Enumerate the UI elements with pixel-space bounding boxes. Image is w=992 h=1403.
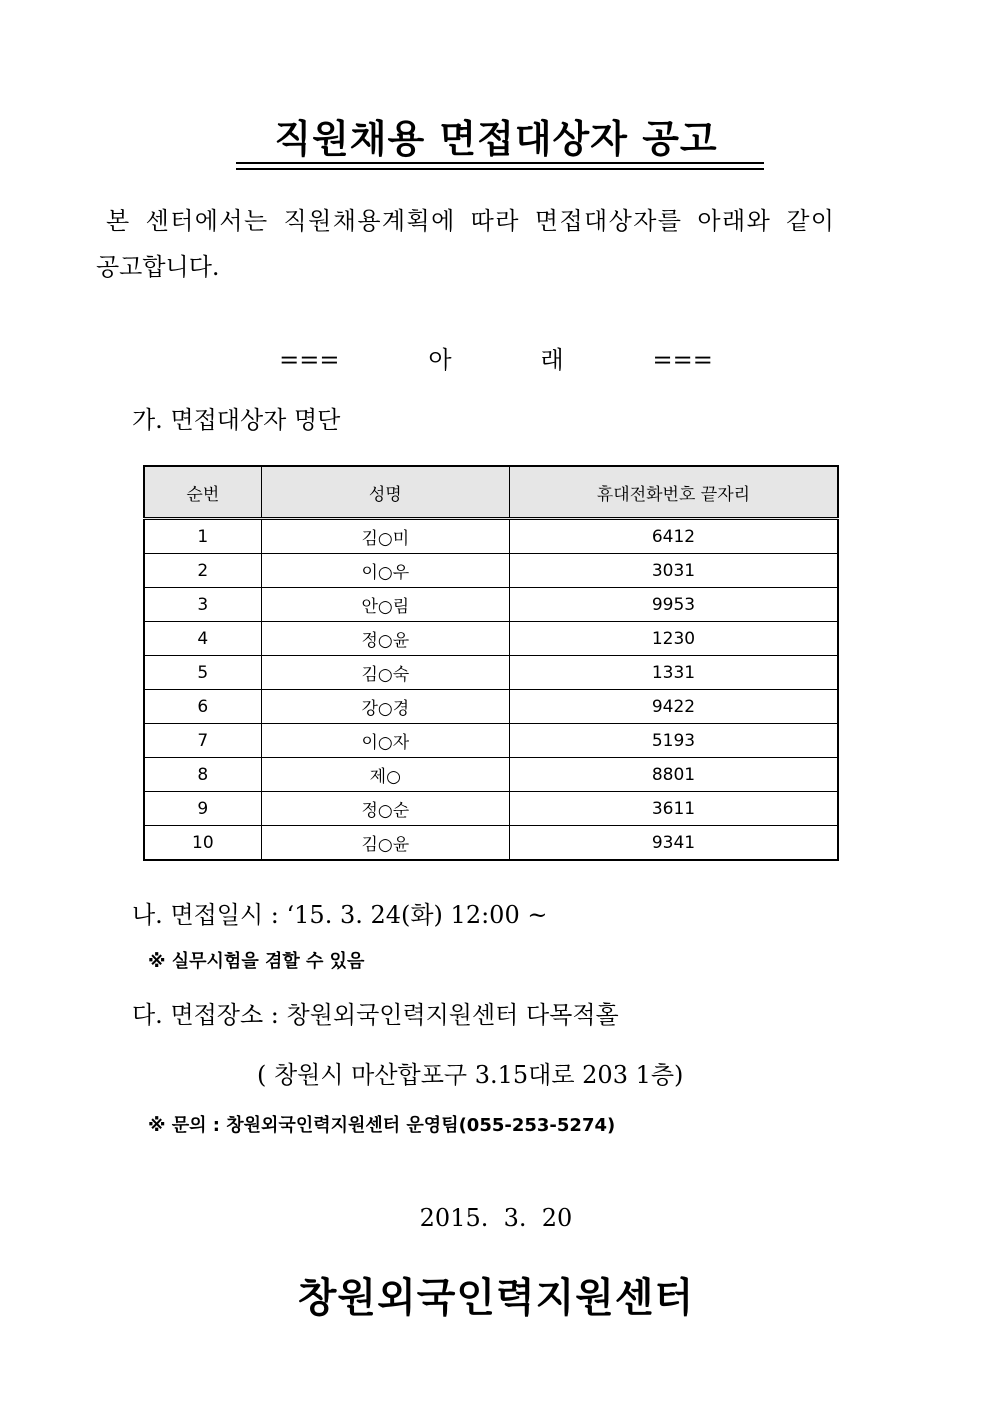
cell-number: 1 [144,519,261,554]
cell-number: 10 [144,826,261,861]
cell-phone: 5193 [509,724,838,758]
table-row [144,519,838,554]
section-ga-heading: 가. 면접대상자 명단 [132,406,341,434]
cell-number: 7 [144,724,261,758]
cell-phone: 9422 [509,690,838,724]
title-underline-bottom [236,168,764,170]
cell-phone: 3031 [509,554,838,588]
note-practical-exam: ※ 실무시험을 겸할 수 있음 [148,951,365,972]
cell-name: 김○윤 [261,826,509,861]
cell-number: 9 [144,792,261,826]
header-phone-last-digits: 휴대전화번호 끝자리 [509,466,838,519]
cell-phone: 9341 [509,826,838,861]
table-row [144,724,838,758]
cell-number: 3 [144,588,261,622]
table-header-row [144,466,838,519]
section-da-interview-location: 다. 면접장소 : 창원외국인력지원센터 다목적홀 [132,1001,619,1029]
intro-line-2: 공고합니다. [96,253,220,281]
cell-phone: 9953 [509,588,838,622]
cell-number: 8 [144,758,261,792]
table-row [144,622,838,656]
section-na-interview-datetime: 나. 면접일시 : ‘15. 3. 24(화) 12:00 ~ [132,901,548,929]
cell-number: 6 [144,690,261,724]
cell-phone: 6412 [509,519,838,554]
intro-paragraph [96,198,856,290]
table-row [144,792,838,826]
cell-number: 4 [144,622,261,656]
cell-name: 정○순 [261,792,509,826]
cell-phone: 3611 [509,792,838,826]
table-row [144,690,838,724]
cell-name: 안○림 [261,588,509,622]
cell-name: 이○자 [261,724,509,758]
cell-name: 김○숙 [261,656,509,690]
cell-phone: 8801 [509,758,838,792]
header-number: 순번 [144,466,261,519]
title-underline-top [236,162,764,164]
table-row [144,826,838,861]
cell-name: 강○경 [261,690,509,724]
cell-name: 이○우 [261,554,509,588]
location-address: ( 창원시 마산합포구 3.15대로 203 1층) [257,1061,684,1089]
table-row [144,588,838,622]
candidate-table [143,465,839,861]
table-row [144,554,838,588]
cell-phone: 1331 [509,656,838,690]
notice-date: 2015. 3. 20 [419,1204,573,1232]
cell-number: 5 [144,656,261,690]
cell-phone: 1230 [509,622,838,656]
organization-name: 창원외국인력지원센터 [297,1275,695,1321]
below-marker: === 아 래 === [279,346,713,374]
table-row [144,656,838,690]
cell-name: 제○ [261,758,509,792]
note-contact: ※ 문의 : 창원외국인력지원센터 운영팀(055-253-5274) [148,1115,616,1136]
table-row [144,758,838,792]
cell-name: 김○미 [261,519,509,554]
header-name: 성명 [261,466,509,519]
cell-number: 2 [144,554,261,588]
page-title: 직원채용 면접대상자 공고 [274,117,718,161]
cell-name: 정○윤 [261,622,509,656]
intro-line-1: 본 센터에서는 직원채용계획에 따라 면접대상자를 아래와 같이 [106,207,836,235]
